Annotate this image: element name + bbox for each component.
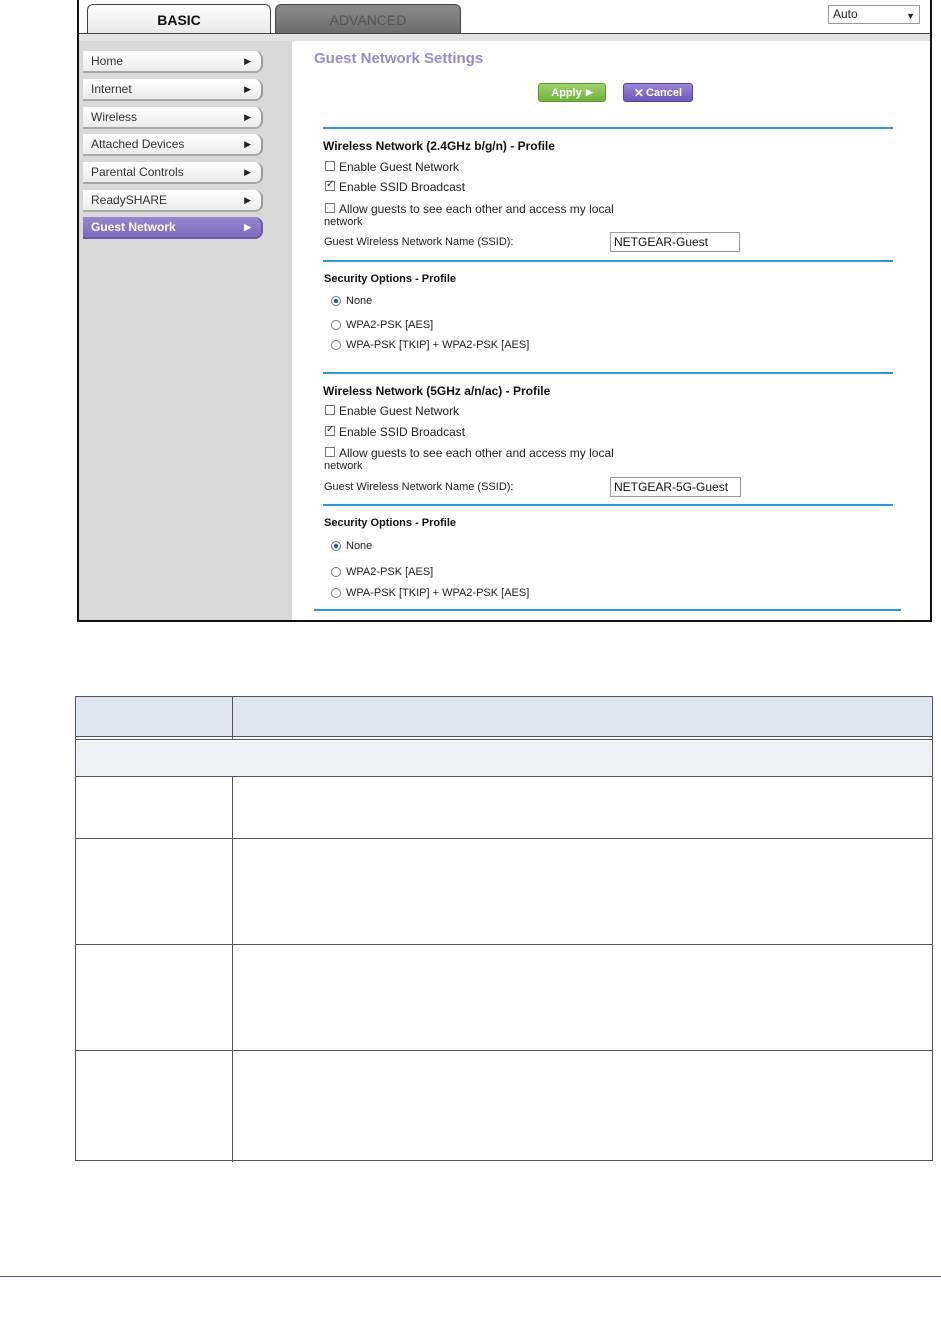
checkbox-label: Allow guests to see each other and access my local	[339, 202, 614, 216]
cancel-button[interactable]	[623, 83, 693, 102]
sidebar-item-label: Internet	[91, 82, 132, 96]
checkbox-label: Enable SSID Broadcast	[339, 425, 466, 439]
table-header	[76, 697, 932, 737]
section-divider	[323, 127, 893, 129]
ssid-label-5: Guest Wireless Network Name (SSID):	[324, 481, 514, 493]
sidebar-item-label: ReadySHARE	[91, 193, 168, 207]
section-title-5ghz: Wireless Network (5GHz a/n/ac) - Profile	[323, 384, 551, 398]
arrow-right-icon: ▶	[244, 222, 251, 232]
arrow-right-icon: ▶	[244, 84, 251, 94]
play-icon: ▶	[585, 87, 593, 97]
chevron-down-icon: ▼	[906, 11, 915, 21]
ssid-broadcast-5-checkbox[interactable]	[325, 426, 335, 436]
checkbox-label: Allow guests to see each other and access my local	[339, 446, 614, 460]
main-content	[294, 41, 930, 620]
ssid-broadcast-24-row[interactable]	[325, 180, 465, 194]
radio-label: None	[346, 540, 373, 552]
table-column-divider	[232, 776, 233, 1162]
enable-guest-network-5-checkbox[interactable]	[325, 405, 335, 415]
allow-guests-5-checkbox[interactable]	[325, 447, 335, 457]
checkbox-label-continued: network	[324, 216, 363, 228]
sidebar-item-label: Parental Controls	[91, 165, 184, 179]
arrow-right-icon: ▶	[244, 167, 251, 177]
arrow-right-icon: ▶	[244, 56, 251, 66]
close-icon: ✕	[633, 85, 644, 100]
radio-button[interactable]	[331, 567, 341, 577]
ssid-input-5[interactable]	[610, 477, 741, 497]
sidebar-item-parental-controls[interactable]	[83, 162, 263, 184]
checkbox-label: Enable Guest Network	[339, 404, 460, 418]
sidebar-item-label: Wireless	[91, 110, 138, 124]
allow-guests-5-row[interactable]	[325, 446, 614, 460]
allow-guests-24-row[interactable]	[325, 202, 614, 216]
radio-label: WPA2-PSK [AES]	[346, 319, 434, 331]
checkbox-label: Enable Guest Network	[339, 160, 460, 174]
page-title: Guest Network Settings	[314, 50, 484, 67]
sidebar-item-guest-network[interactable]	[83, 217, 263, 239]
section-title-24ghz: Wireless Network (2.4GHz b/g/n) - Profile	[323, 139, 555, 153]
tab-basic[interactable]: BASIC	[87, 4, 271, 34]
tab-advanced[interactable]: ADVANCED	[275, 4, 461, 34]
sidebar-item-label: Home	[91, 54, 124, 68]
sidebar	[79, 41, 292, 620]
sidebar-item-home[interactable]	[83, 51, 263, 73]
table-divider	[76, 1050, 932, 1051]
ssid-label-24: Guest Wireless Network Name (SSID):	[324, 236, 514, 248]
sidebar-item-readyshare[interactable]	[83, 190, 263, 212]
checkbox-label: Enable SSID Broadcast	[339, 180, 466, 194]
enable-guest-network-5-row[interactable]	[325, 404, 459, 418]
ssid-broadcast-5-row[interactable]	[325, 425, 465, 439]
table-divider	[76, 776, 932, 777]
security-option-wpa-wpa2-24[interactable]	[331, 339, 529, 351]
radio-button[interactable]	[331, 588, 341, 598]
checkbox-label-continued: network	[324, 460, 363, 472]
sidebar-item-attached-devices[interactable]	[83, 134, 263, 156]
section-divider	[323, 372, 893, 374]
allow-guests-24-checkbox[interactable]	[325, 203, 335, 213]
ssid-input-24[interactable]	[610, 232, 740, 252]
section-divider	[323, 260, 893, 262]
language-select[interactable]	[828, 5, 920, 24]
router-screenshot	[77, 0, 932, 622]
security-option-wpa2-24[interactable]	[331, 319, 433, 331]
enable-guest-network-24-row[interactable]	[325, 160, 459, 174]
radio-button[interactable]	[331, 340, 341, 350]
apply-button-label: Apply	[551, 86, 582, 99]
table-section-row	[76, 741, 932, 776]
sidebar-item-wireless[interactable]	[83, 107, 263, 129]
security-option-none-5[interactable]	[331, 540, 372, 552]
enable-guest-network-24-checkbox[interactable]	[325, 161, 335, 171]
arrow-right-icon: ▶	[244, 112, 251, 122]
radio-label: WPA-PSK [TKIP] + WPA2-PSK [AES]	[346, 587, 530, 599]
security-option-none-24[interactable]	[331, 295, 372, 307]
sidebar-item-label: Attached Devices	[91, 137, 185, 151]
sidebar-item-internet[interactable]	[83, 79, 263, 101]
security-option-wpa2-5[interactable]	[331, 566, 433, 578]
security-title-24: Security Options - Profile	[324, 273, 457, 285]
table-divider	[76, 944, 932, 945]
security-title-5: Security Options - Profile	[324, 517, 457, 529]
table-column-divider	[232, 697, 233, 740]
radio-label: None	[346, 295, 373, 307]
section-divider	[314, 609, 901, 611]
settings-description-table	[75, 696, 933, 1161]
radio-button[interactable]	[331, 296, 341, 306]
cancel-button-label: Cancel	[645, 86, 683, 99]
security-option-wpa-wpa2-5[interactable]	[331, 587, 529, 599]
table-divider	[76, 838, 932, 839]
radio-button[interactable]	[331, 320, 341, 330]
footer-divider	[0, 1276, 941, 1277]
radio-label: WPA-PSK [TKIP] + WPA2-PSK [AES]	[346, 339, 530, 351]
arrow-right-icon: ▶	[244, 139, 251, 149]
ssid-broadcast-24-checkbox[interactable]	[325, 181, 335, 191]
radio-label: WPA2-PSK [AES]	[346, 566, 434, 578]
section-divider	[323, 504, 893, 506]
language-select-value: Auto	[833, 7, 858, 21]
sidebar-item-label: Guest Network	[91, 220, 176, 234]
arrow-right-icon: ▶	[244, 195, 251, 205]
apply-button[interactable]	[538, 83, 606, 102]
radio-button[interactable]	[331, 541, 341, 551]
table-divider	[76, 739, 932, 740]
